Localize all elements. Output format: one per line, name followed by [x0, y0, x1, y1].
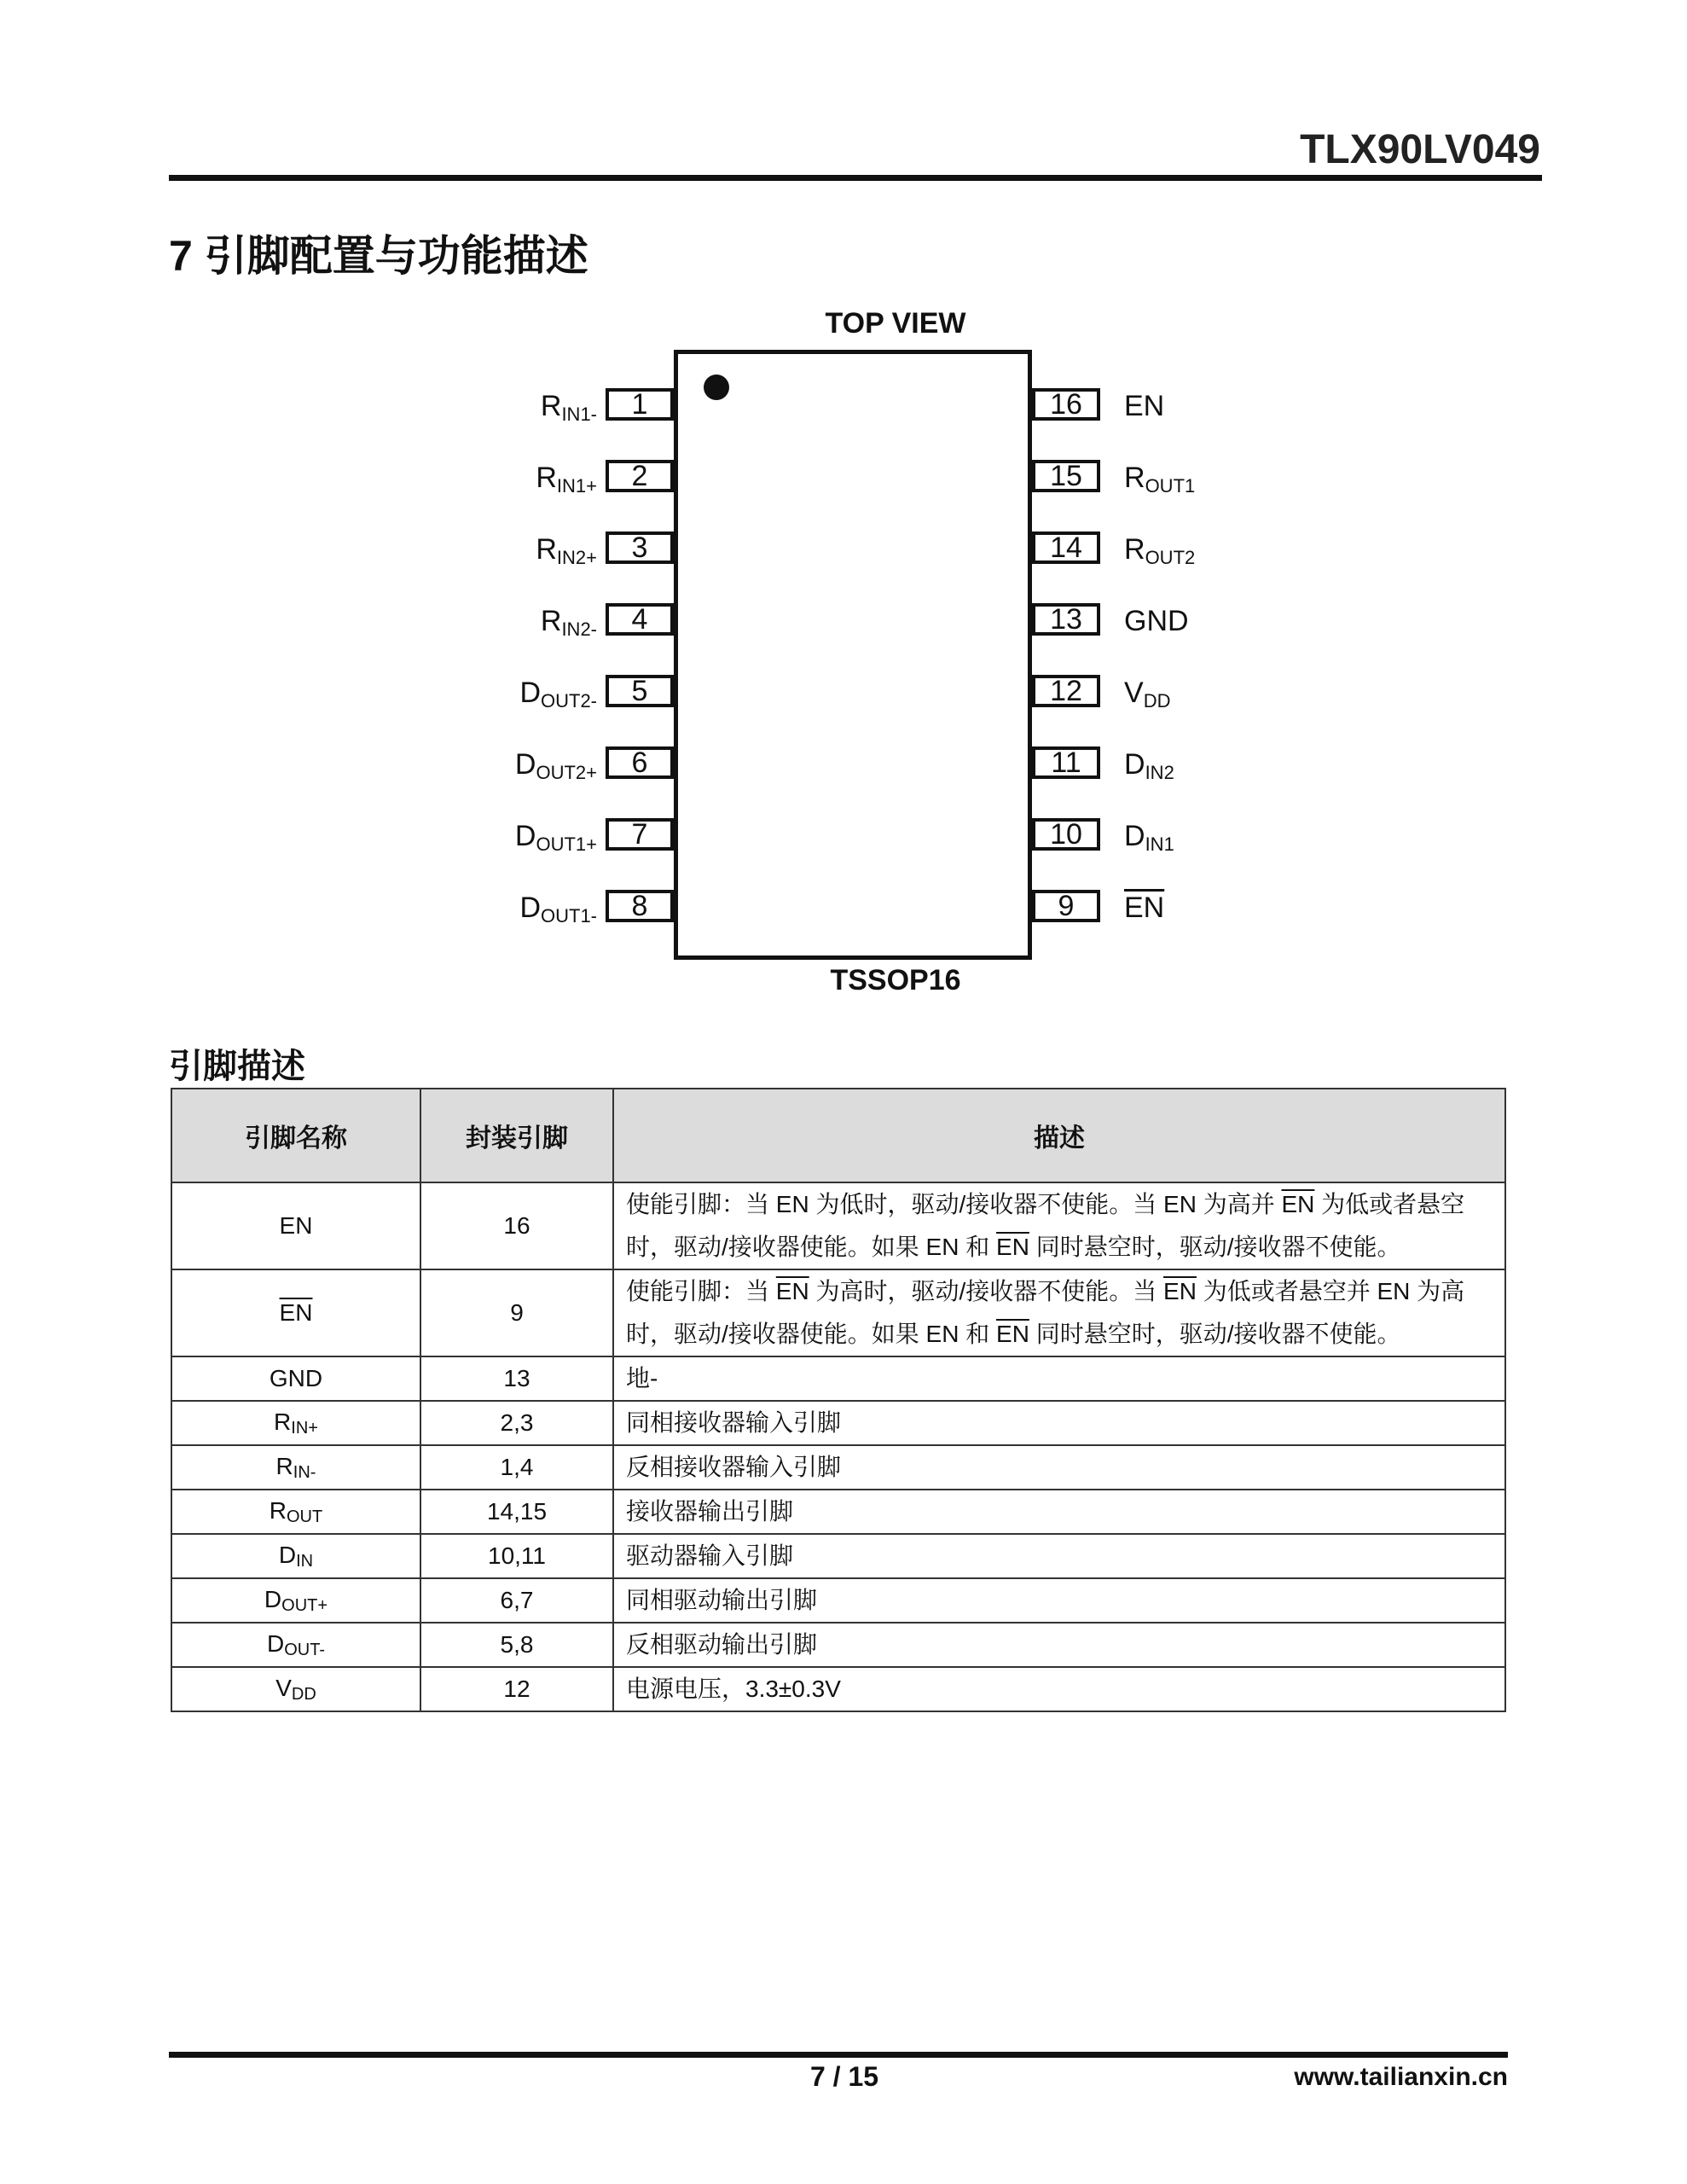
pin-label-base: D	[514, 748, 536, 781]
package-pin-cell: 13	[420, 1356, 613, 1401]
description-segment: $\overline{EN}$	[775, 1278, 809, 1304]
pin-name-cell	[171, 1182, 420, 1269]
section-heading: 7 引脚配置与功能描述	[169, 232, 588, 280]
pin-name-text: D	[278, 1541, 297, 1568]
pin-name-text: R	[269, 1496, 287, 1524]
column-header: 封装引脚	[420, 1089, 613, 1182]
description-cell	[613, 1356, 1505, 1401]
description-cell	[613, 1534, 1505, 1578]
description-segment: 为高时，驱动/接收器不使能。当	[809, 1278, 1164, 1304]
column-header: 描述	[613, 1089, 1505, 1182]
table-row	[171, 1182, 1505, 1269]
table-header-row	[171, 1089, 1505, 1182]
pin-13: 13	[1032, 603, 1100, 636]
pin-label-base: D	[514, 820, 536, 852]
description-segment: 使能引脚：当	[626, 1278, 776, 1304]
description-cell	[613, 1269, 1505, 1356]
pin-label	[1124, 533, 1195, 574]
table-heading: 引脚描述	[169, 1048, 305, 1085]
package-pin-cell: 2,3	[420, 1401, 613, 1445]
pin1-marker	[704, 375, 729, 400]
pin-label-sub: IN1	[1145, 834, 1174, 855]
pin-name-text: GND	[269, 1365, 323, 1391]
pin-label-sub: DD	[1143, 690, 1171, 712]
pin-label-base: R	[540, 605, 562, 637]
description-segment: 同时悬空时，驱动/接收器不使能。	[1029, 1234, 1401, 1260]
pin-label-sub: IN2+	[556, 547, 597, 568]
pin-name-sub: DD	[291, 1684, 316, 1704]
pin-label-base: R	[536, 462, 557, 494]
pin-14: 14	[1032, 531, 1100, 564]
table-row	[171, 1578, 1505, 1623]
pin-10: 10	[1032, 818, 1100, 851]
pin-label-sub: OUT1+	[536, 834, 597, 855]
pin-label-sub: OUT2+	[536, 762, 597, 783]
pin-6: 6	[606, 746, 674, 779]
description-cell	[613, 1578, 1505, 1623]
pin-label-sub: OUT2	[1145, 547, 1196, 568]
package-pin-cell: 12	[420, 1667, 613, 1711]
table-row	[171, 1445, 1505, 1490]
pin-name-cell	[171, 1578, 420, 1623]
table-row	[171, 1534, 1505, 1578]
pin-label-sub: IN1-	[561, 404, 597, 425]
pin-label	[536, 533, 597, 574]
pin-name-sub: IN	[296, 1551, 314, 1571]
pin-name-cell	[171, 1269, 420, 1356]
package-pin-cell: 10,11	[420, 1534, 613, 1578]
pin-label-base: EN	[1124, 390, 1165, 422]
package-pin-cell: 14,15	[420, 1490, 613, 1534]
pin-label	[1124, 677, 1170, 717]
pin-label	[519, 677, 597, 717]
pin-label-sub: OUT1-	[541, 905, 597, 926]
description-segment: 为低或者悬空并 EN 为高时，驱动/接收器使能。如果 EN 和	[626, 1278, 1465, 1347]
pin-name-text: R	[274, 1408, 292, 1435]
pin-label-sub: OUT1	[1145, 475, 1196, 497]
pin-7: 7	[606, 818, 674, 851]
chip-body	[674, 350, 1032, 960]
pin-label	[541, 390, 597, 431]
pin-label	[536, 462, 597, 502]
pin-name-text: D	[266, 1629, 285, 1657]
pin-name-cell	[171, 1623, 420, 1667]
pin-name-cell	[171, 1667, 420, 1711]
pin-label-sub: IN2-	[561, 619, 597, 640]
pin-name-cell	[171, 1534, 420, 1578]
pin-label-base: R	[1124, 462, 1145, 494]
pin-5: 5	[606, 675, 674, 707]
pin-label	[519, 892, 597, 932]
description-cell	[613, 1445, 1505, 1490]
description-segment: 驱动器输入引脚	[626, 1542, 794, 1569]
table-row	[171, 1401, 1505, 1445]
pin-label	[515, 748, 597, 789]
pin-8: 8	[606, 890, 674, 922]
pin-label-base: R	[536, 533, 557, 566]
document-title: TLX90LV049	[1300, 127, 1540, 172]
pin-label-base: $\overline{EN}$	[1124, 892, 1165, 924]
table-row	[171, 1490, 1505, 1534]
description-segment: 使能引脚：当 EN 为低时，驱动/接收器不使能。当 EN 为高并	[626, 1191, 1282, 1217]
footer-rule	[169, 2052, 1508, 2058]
pin-label-base: D	[1124, 820, 1145, 852]
description-segment: 电源电压，3.3±0.3V	[626, 1676, 841, 1702]
pin-name-sub: OUT-	[284, 1640, 325, 1659]
description-segment: 为低或者悬空时，驱动/接收器使能。如果 EN 和	[626, 1191, 1465, 1260]
pin-label	[541, 605, 597, 646]
pin-9: 9	[1032, 890, 1100, 922]
table-body	[171, 1182, 1505, 1711]
table-row	[171, 1623, 1505, 1667]
description-segment: 同相驱动输出引脚	[626, 1587, 818, 1613]
pin-label-base: D	[519, 677, 541, 709]
pin-label	[1124, 820, 1174, 861]
description-segment: $\overline{EN}$	[1163, 1278, 1197, 1304]
pin-11: 11	[1032, 746, 1100, 779]
description-segment: $\overline{EN}$	[996, 1321, 1029, 1347]
description-cell	[613, 1182, 1505, 1269]
pin-name-text: R	[275, 1452, 293, 1479]
pin-16: 16	[1032, 388, 1100, 421]
pin-label	[1124, 390, 1164, 422]
description-segment: 反相接收器输入引脚	[626, 1454, 842, 1480]
package-pin-cell: 16	[420, 1182, 613, 1269]
pin-name-sub: IN+	[291, 1418, 318, 1438]
description-segment: 同时悬空时，驱动/接收器不使能。	[1029, 1321, 1401, 1347]
description-segment: 接收器输出引脚	[626, 1498, 794, 1525]
package-label: TSSOP16	[830, 964, 961, 996]
pin-name-cell	[171, 1490, 420, 1534]
description-segment: $\overline{EN}$	[996, 1234, 1029, 1260]
pin-label-sub: IN2	[1145, 762, 1174, 783]
package-pin-cell: 5,8	[420, 1623, 613, 1667]
pin-4: 4	[606, 603, 674, 636]
table-row	[171, 1356, 1505, 1401]
pin-label	[515, 820, 597, 861]
table-row	[171, 1667, 1505, 1711]
package-pin-cell: 1,4	[420, 1445, 613, 1490]
pin-label-base: GND	[1124, 605, 1189, 637]
description-segment: 反相驱动输出引脚	[626, 1631, 818, 1658]
pin-name-text: EN	[279, 1212, 313, 1239]
pin-label	[1124, 605, 1189, 637]
pin-label	[1124, 892, 1164, 924]
header-rule	[169, 175, 1542, 181]
pin-label-base: R	[540, 390, 562, 422]
pin-name-text: D	[264, 1585, 282, 1612]
footer-url: www.tailianxin.cn	[1294, 2063, 1508, 2091]
pin-name-cell	[171, 1356, 420, 1401]
pin-label-base: R	[1124, 533, 1145, 566]
pin-2: 2	[606, 460, 674, 492]
description-cell	[613, 1490, 1505, 1534]
pin-name-text: $\overline{EN}$	[279, 1299, 313, 1326]
page-number: 7 / 15	[809, 2061, 879, 2092]
pin-label-sub: IN1+	[556, 475, 597, 497]
pin-label-sub: OUT2-	[541, 690, 597, 712]
pin-label	[1124, 748, 1174, 789]
pin-name-text: V	[275, 1674, 292, 1701]
pin-15: 15	[1032, 460, 1100, 492]
pin-name-sub: OUT+	[281, 1595, 328, 1615]
table-row	[171, 1269, 1505, 1356]
pin-1: 1	[606, 388, 674, 421]
description-cell	[613, 1667, 1505, 1711]
pin-12: 12	[1032, 675, 1100, 707]
package-pin-cell: 9	[420, 1269, 613, 1356]
pin-name-sub: IN-	[293, 1462, 316, 1482]
pinout-diagram	[478, 307, 1245, 1007]
pin-label-base: V	[1124, 677, 1144, 709]
top-view-label: TOP VIEW	[825, 307, 966, 340]
pin-label-base: D	[519, 892, 541, 924]
description-cell	[613, 1401, 1505, 1445]
description-segment: $\overline{EN}$	[1281, 1191, 1315, 1217]
pin-label	[1124, 462, 1195, 502]
description-segment: 地-	[626, 1365, 658, 1391]
column-header: 引脚名称	[171, 1089, 420, 1182]
pin-label-base: D	[1124, 748, 1145, 781]
pin-name-cell	[171, 1445, 420, 1490]
pin-description-table	[171, 1088, 1506, 1712]
description-segment: 同相接收器输入引脚	[626, 1409, 842, 1436]
pin-name-cell	[171, 1401, 420, 1445]
pin-name-sub: OUT	[287, 1507, 323, 1526]
description-cell	[613, 1623, 1505, 1667]
pin-3: 3	[606, 531, 674, 564]
package-pin-cell: 6,7	[420, 1578, 613, 1623]
